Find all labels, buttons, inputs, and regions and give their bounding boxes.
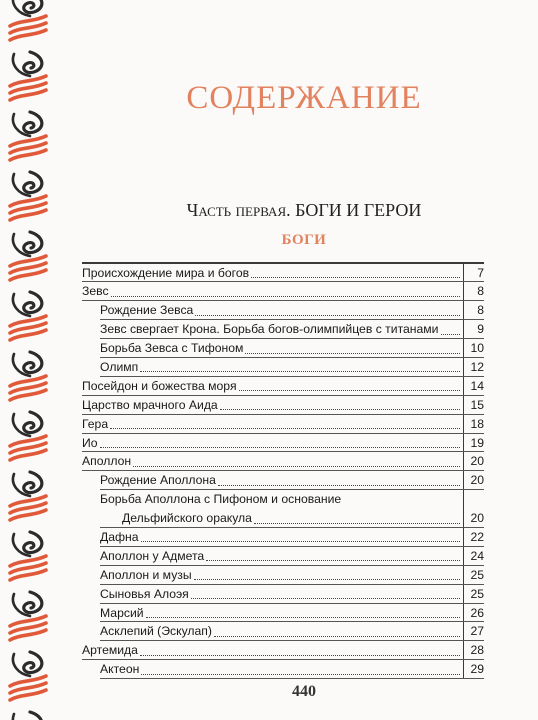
toc-entry-label: Дельфийского оракула: [122, 511, 252, 526]
table-of-contents: [82, 262, 484, 679]
toc-entry-label: Олимп: [100, 359, 139, 374]
toc-entry-page: 20: [470, 473, 484, 488]
toc-entry-page: 9: [477, 322, 484, 337]
page-number: 440: [292, 683, 316, 700]
toc-entry-page: 18: [470, 416, 484, 431]
dot-leader: [206, 559, 460, 561]
toc-entry-page: 8: [477, 303, 484, 318]
dot-leader: [140, 654, 460, 656]
dot-leader: [195, 314, 460, 316]
toc-entry-label: Аполлон: [82, 454, 132, 469]
toc-entry-label: Рождение Аполлона: [100, 473, 216, 488]
dot-leader: [110, 427, 460, 429]
ornament-swirl: [24, 232, 42, 253]
toc-entry-label: Сыновья Алоэя: [100, 586, 189, 601]
page-column-divider: [463, 377, 464, 396]
toc-row[interactable]: [82, 509, 484, 528]
toc-row[interactable]: [82, 358, 484, 377]
toc-entry-page: 12: [470, 359, 484, 374]
toc-row[interactable]: [82, 585, 484, 604]
toc-row[interactable]: [82, 604, 484, 623]
dot-leader: [245, 352, 460, 354]
toc-row[interactable]: [82, 282, 484, 301]
toc-entry-page: 20: [470, 511, 484, 526]
page-column-divider: [463, 339, 464, 358]
ornament-swirl: [24, 292, 42, 313]
page-column-divider: [463, 547, 464, 566]
part-name: БОГИ И ГЕРОИ: [295, 200, 422, 220]
toc-entry-page: 14: [470, 378, 484, 393]
page-column-divider: [463, 434, 464, 453]
toc-entry-label: Рождение Зевса: [100, 303, 194, 318]
toc-entry-label: Асклепий (Эскулап): [100, 624, 212, 639]
page-column-divider: [463, 282, 464, 301]
toc-row[interactable]: [82, 471, 484, 490]
ornament-swirl: [24, 652, 42, 673]
row-underline: [100, 678, 484, 679]
dot-leader: [191, 597, 460, 599]
toc-row[interactable]: [82, 396, 484, 415]
page-column-divider: [463, 452, 464, 471]
page-column-divider: [463, 490, 464, 509]
toc-entry-page: 15: [470, 397, 484, 412]
ornament-swirl: [24, 712, 42, 720]
ornament-swirl: [13, 714, 30, 720]
page-column-divider: [463, 301, 464, 320]
toc-row[interactable]: [82, 264, 484, 283]
toc-row[interactable]: [82, 547, 484, 566]
dot-leader: [441, 333, 461, 335]
decorative-border-ornament: [0, 0, 60, 720]
dot-leader: [141, 673, 460, 675]
toc-row[interactable]: [82, 490, 484, 509]
dot-leader: [100, 446, 460, 448]
section-heading: БОГИ: [281, 232, 327, 248]
ornament-swirl: [24, 472, 42, 493]
ornament-swirl: [24, 172, 42, 193]
toc-entry-label: Аполлон у Адмета: [100, 548, 205, 563]
ornament-swirl: [24, 412, 42, 433]
page-column-divider: [463, 396, 464, 415]
toc-entry-label: Царство мрачного Аида: [82, 397, 218, 412]
toc-row[interactable]: [82, 339, 484, 358]
ornament-swirl: [24, 532, 42, 553]
toc-row[interactable]: [82, 452, 484, 471]
toc-row[interactable]: [82, 415, 484, 434]
dot-leader: [254, 522, 460, 524]
dot-leader: [133, 465, 460, 467]
toc-entry-page: 7: [477, 265, 484, 280]
page-column-divider: [463, 660, 464, 679]
toc-entry-page: 29: [470, 662, 484, 677]
ornament-swirl: [24, 52, 42, 73]
page-column-divider: [463, 585, 464, 604]
page-column-divider: [463, 320, 464, 339]
toc-entry-page: 27: [470, 624, 484, 639]
toc-entry-label: Происхождение мира и богов: [82, 265, 250, 280]
toc-row[interactable]: [82, 301, 484, 320]
page-column-divider: [463, 622, 464, 641]
page-column-divider: [463, 566, 464, 585]
toc-entry-label: Актеон: [100, 662, 140, 677]
toc-row[interactable]: [82, 660, 484, 679]
toc-entry-label: Борьба Аполлона с Пифоном и основание: [100, 492, 342, 507]
dot-leader: [140, 370, 460, 372]
dot-leader: [111, 295, 460, 297]
toc-entry-label: Борьба Зевса с Тифоном: [100, 341, 244, 356]
page-column-divider: [463, 415, 464, 434]
toc-entry-label: Дафна: [100, 529, 139, 544]
toc-entry-page: 10: [470, 341, 484, 356]
page-column-divider: [463, 264, 464, 283]
ornament-swirl: [24, 592, 42, 613]
dot-leader: [194, 578, 460, 580]
ornament-swirl: [24, 352, 42, 373]
toc-entry-page: 19: [470, 435, 484, 450]
toc-row[interactable]: [82, 377, 484, 396]
page-column-divider: [463, 528, 464, 547]
toc-entry-page: 22: [470, 529, 484, 544]
dot-leader: [239, 389, 460, 391]
toc-row[interactable]: [82, 528, 484, 547]
toc-entry-label: Зевс: [82, 284, 109, 299]
page-column-divider: [463, 509, 464, 528]
dot-leader: [220, 408, 460, 410]
page-title: СОДЕРЖАНИЕ: [186, 80, 422, 116]
dot-leader: [141, 540, 460, 542]
page-column-divider: [463, 471, 464, 490]
toc-row[interactable]: [82, 566, 484, 585]
toc-row[interactable]: [82, 641, 484, 660]
toc-row[interactable]: [82, 320, 484, 339]
ornament-swirl: [24, 112, 42, 133]
ornament-swirl: [24, 0, 42, 13]
toc-entry-page: 26: [470, 605, 484, 620]
page-column-divider: [463, 604, 464, 623]
toc-entry-page: 25: [470, 567, 484, 582]
toc-entry-label: Гера: [82, 416, 109, 431]
toc-row[interactable]: [82, 434, 484, 453]
dot-leader: [218, 484, 460, 486]
toc-entry-label: Марсий: [100, 605, 144, 620]
part-heading: [70, 200, 538, 221]
toc-entry-label: Посейдон и божества моря: [82, 378, 237, 393]
toc-entry-label: Ио: [82, 435, 98, 450]
toc-row[interactable]: [82, 622, 484, 641]
dot-leader: [251, 276, 460, 278]
dot-leader: [146, 616, 460, 618]
toc-entry-label: Аполлон и музы: [100, 567, 192, 582]
toc-entry-page: 24: [470, 548, 484, 563]
toc-entry-page: 20: [470, 454, 484, 469]
page-column-divider: [463, 641, 464, 660]
page-column-divider: [463, 358, 464, 377]
dot-leader: [214, 635, 460, 637]
toc-entry-page: 25: [470, 586, 484, 601]
part-prefix: Часть первая.: [186, 200, 291, 220]
toc-entry-page: 8: [477, 284, 484, 299]
toc-entry-page: 28: [470, 643, 484, 658]
toc-entry-label: Зевс свергает Крона. Борьба богов-олимпийцев с титанами: [100, 322, 439, 337]
toc-entry-label: Артемида: [82, 643, 138, 658]
